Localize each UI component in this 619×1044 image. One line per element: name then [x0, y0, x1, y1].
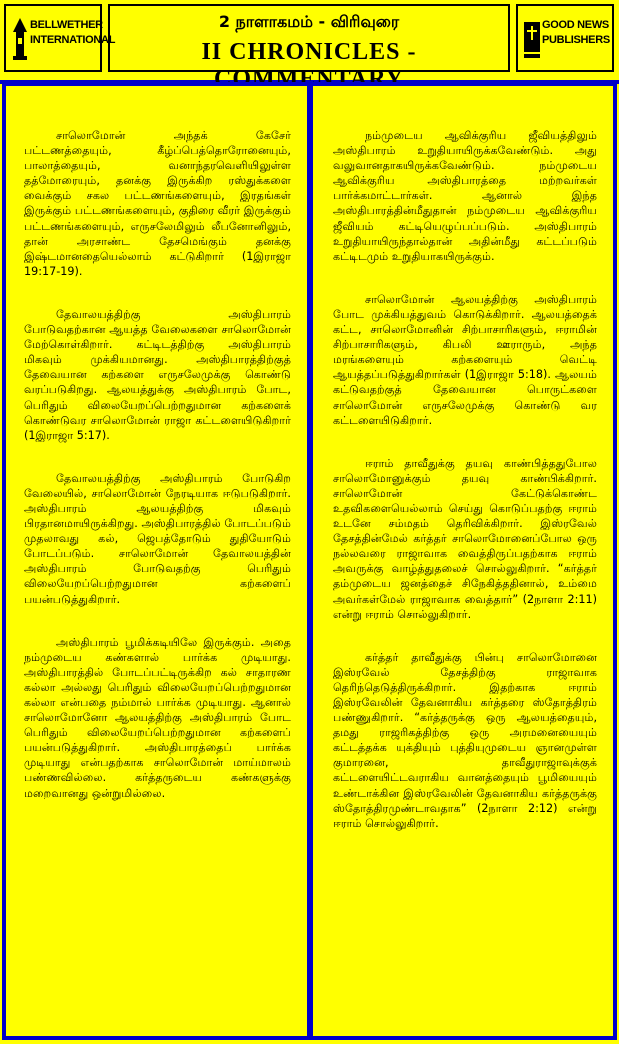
- page-title-english: II CHRONICLES - COMMENTARY: [201, 39, 417, 92]
- title-box: [108, 4, 510, 92]
- bible-icon: [522, 16, 542, 62]
- left-column: [2, 82, 311, 1040]
- publisher-logo-left: [4, 4, 116, 72]
- commentary-paragraph: சாலொமோன் அந்தக் கேசேர் பட்டணத்தையும், கீழ்ப்பெத்தொரோனையும், பாலாத்தையும், வனாந்தரவெளியிலுள்ள தத்மோரையும், தனக்கு இருக்கிற ரஸ்துக்களை வைக்கும் சகல பட்டணங்களையும், இரதங்கள் இருக்கும் பட்டணங்களையும், குதிரை வீரர் இருக்கும் பட்டணங்களையும், எருசலேமிலும் லீபனோனிலும், தான் அரசாண்ட தேசமெங்கும் தனக்கு இஷ்டமானதையெல்லாம் கட்டுகிறார் (1இராஜா 19:17-19).: [24, 129, 291, 278]
- publisher-logo-right: [516, 4, 614, 72]
- page-title-tamil: 2 நாளாகமம் - விரிவுரை: [218, 12, 400, 31]
- right-column: [309, 82, 617, 1040]
- bell-tower-icon: [10, 16, 30, 62]
- commentary-paragraph: சாலொமோன் ஆலயத்திற்கு அஸ்திபாரம் போட முக்கியத்துவம் கொடுக்கிறார். ஆலயத்தைக் கட்ட, சாலொமோனின் சிற்பாசாரிகளும், ஈராமின் சிற்பாசாரிகளும், கிபலி ஊராரும், அந்த மரங்களையும் கற்களையும் வெட்டி ஆயத்தப்படுத்துகிறார்கள் (1இராஜா 5:18). ஆலயம் கட்டுவதற்குத் தேவையான பொருட்களை சாலொமோன் எருசலேமுக்கு கொண்டு வர கட்டளையிடுகிறார்.: [333, 292, 597, 427]
- publisher-name-left: BELLWETHER INTERNATIONAL: [30, 19, 116, 46]
- commentary-paragraph: அஸ்திபாரம் பூமிக்கடியிலே இருக்கும். அதை நம்முடைய கண்களால் பார்க்க முடியாது. அஸ்திபாரத்தில் போடப்பட்டிருக்கிற கல் சாதாரண கல்லா அல்லது பெரிதும் விலையேறப்பெற்றதுமான கல்லா என்பதை நம்மால் பார்க்க முடியாது. ஆனால் சாலொமோனோ ஆலயத்திற்கு அஸ்திபாரம் போட பெரிதும் விலையேறப்பெற்றதுமான கற்களைப் பயன்படுத்துகிறார். அஸ்திபாரத்தைப் பார்க்க முடியாது என்பதற்காக சாலொமோன் மாய்மாலம் பண்ணவில்லை. கர்த்தருடைய கண்களுக்கு மறைவானது ஒன்றுமில்லை.: [24, 635, 291, 800]
- page-header: [0, 0, 619, 92]
- commentary-paragraph: தேவாலயத்திற்கு அஸ்திபாரம் போடுவதற்கான ஆயத்த வேலைகளை சாலொமோன் மேற்கொள்கிறார். கட்டிடத்திற்கு அஸ்திபாரம் மிகவும் முக்கியமானது. அஸ்திபாரத்திற்குத் தேவையான கற்களை எருசலேமுக்கு கொண்டு வரப்படுகிறது. ஆலயத்துக்கு அஸ்திபாரம் போட, பெரிதும் விலையேறப்பெற்றதுமான கற்களைக் கொண்டுவர சாலொமோன் ராஜா கட்டளையிடுகிறார் (1இராஜா 5:17).: [24, 307, 291, 442]
- commentary-paragraph: ஈராம் தாவீதுக்கு தயவு காண்பித்ததுபோல சாலொமோனுக்கும் தயவு காண்பிக்கிறார். சாலொமோன் கேட்டுக்கொண்ட உதவிகளையெல்லாம் செய்து கொடுப்பதற்கு ஈராம் உடனே சம்மதம் தெரிவிக்கிறார். இஸ்ரவேல் தேசத்தின்மேல் கர்த்தர் சாலொமோனைப்போல ஒரு நல்லவரை ராஜாவாக வைத்திருப்பதற்காக ஈராம் அவருக்கு வாழ்த்துதலைச் சொல்லுகிறார். “கர்த்தர் தம்முடைய ஜனத்தைச் சிநேகித்ததினால், உம்மை அவர்கள்மேல் ராஜாவாக வைத்தார்” (2நாளா 2:11) என்று ஈராம் சொல்லுகிறார்.: [333, 456, 597, 621]
- commentary-paragraph: கர்த்தர் தாவீதுக்கு பின்பு சாலொமோனை இஸ்ரவேல் தேசத்திற்கு ராஜாவாக தெரிந்தெடுத்திருக்கிறார். இதற்காக ஈராம் இஸ்ரவேலின் தேவனாகிய கர்த்தரை ஸ்தோத்திரம் பண்ணுகிறார். “கர்த்தருக்கு ஒரு ஆலயத்தையும், தமது ராஜரிகத்திற்கு ஒரு அரமனையையும் கட்டத்தக்க யுக்தியும் புத்தியுமுடைய ஞானமுள்ள குமாரனை, தாவீதுராஜாவுக்குக் கட்டளையிட்டவராகிய வானத்தையும் பூமியையும் உண்டாக்கின இஸ்ரவேலின் தேவனாகிய கர்த்தருக்கு ஸ்தோத்திரமுண்டாவதாக” (2நாளா 2:12) என்று ஈராம் சொல்லுகிறார்.: [333, 650, 597, 830]
- commentary-paragraph: தேவாலயத்திற்கு அஸ்திபாரம் போடுகிற வேலையில், சாலொமோன் நேரடியாக ஈடுபடுகிறார். அஸ்திபாரம் ஆலயத்திற்கு மிகவும் பிரதானமாயிருக்கிறது. அஸ்திபாரத்தில் போடப்படும் முதலாவது கல், ஜெபத்தோடும் துதியோடும் போடப்படும். சாலொமோன் தேவாலயத்தின் அஸ்திபாரம் போடுவதற்கு பெரிதும் விலையேறப்பெற்றதுமான கற்களைப் பயன்படுத்துகிறார்.: [24, 471, 291, 606]
- commentary-paragraph: நம்முடைய ஆவிக்குரிய ஜீவியத்திலும் அஸ்திபாரம் உறுதியாயிருக்கவேண்டும். அது வலுவானதாகயிருக்கவேண்டும். நம்முடைய ஆவிக்குரிய அஸ்திபாரத்தை மற்றவர்கள் பார்க்கமாட்டார்கள். ஆனால் இந்த அஸ்திபாரத்தின்மீதுதான் நம்முடைய ஆவிக்குரிய ஜீவியம் கட்டியெழுப்பப்படும். அஸ்திபாரம் உறுதியாயிருந்தால்தான் அதின்மீது கட்டப்படும் கட்டிடமும் உறுதியாகயிருக்கும்.: [333, 129, 597, 263]
- publisher-name-right: GOOD NEWS PUBLISHERS: [542, 19, 610, 46]
